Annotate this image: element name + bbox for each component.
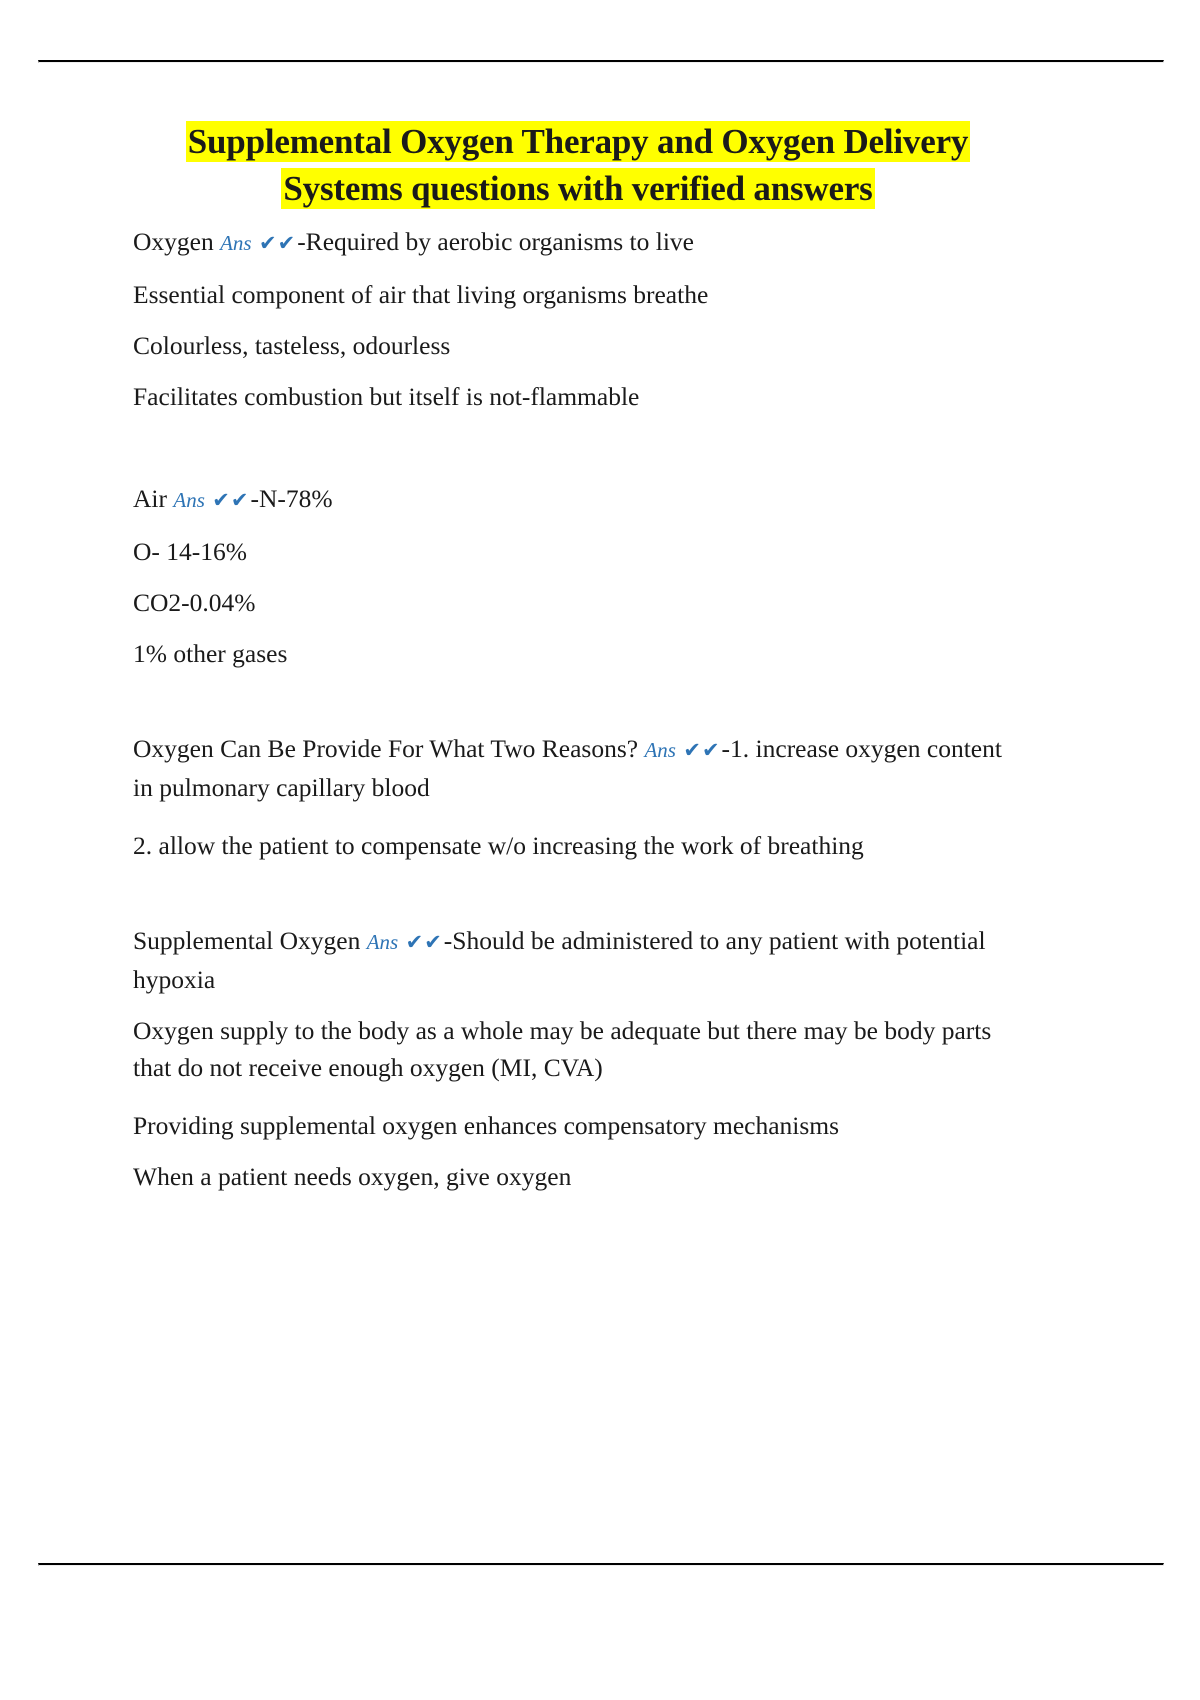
verified-check-icon: ✔✔	[212, 488, 250, 512]
qa-entry	[133, 730, 1023, 871]
qa-answer-lead: -1. increase oxygen content in pulmonary capillary blood	[133, 734, 1002, 802]
answer-label: Ans	[366, 930, 399, 954]
qa-question-line	[133, 216, 1023, 269]
qa-detail-line: 2. allow the patient to compensate w/o increasing the work of breathing	[133, 831, 864, 860]
qa-detail-line: Oxygen supply to the body as a whole may be adequate but there may be body parts that do not receive enough oxygen (MI, CVA)	[133, 1016, 992, 1082]
qa-question-line	[133, 473, 1023, 526]
section-spacer	[133, 871, 1023, 922]
qa-answer-lead: -Should be administered to any patient with potential hypoxia	[133, 926, 986, 994]
qa-answer-lead: -N-78%	[250, 484, 333, 513]
verified-check-icon: ✔✔	[683, 738, 721, 762]
page-title-line-2: Systems questions with verified answers	[283, 169, 873, 208]
qa-term: Oxygen Can Be Provide For What Two Reasons?	[133, 734, 639, 763]
document-content	[133, 118, 1023, 1202]
qa-term: Air	[133, 484, 167, 513]
qa-detail-line: When a patient needs oxygen, give oxygen	[133, 1162, 572, 1191]
page-top-rule	[38, 60, 1164, 63]
qa-question-line	[133, 922, 1023, 998]
qa-entry	[133, 473, 1023, 679]
answer-label: Ans	[220, 231, 252, 255]
qa-entry	[133, 216, 1023, 422]
qa-detail-line: Essential component of air that living organisms breathe	[133, 280, 709, 309]
qa-question-line	[133, 730, 1023, 806]
verified-check-icon: ✔✔	[258, 231, 297, 255]
qa-detail-line: CO2-0.04%	[133, 588, 256, 617]
page-title	[133, 118, 1023, 212]
qa-detail-line: O- 14-16%	[133, 537, 248, 566]
verified-check-icon: ✔✔	[405, 930, 443, 954]
qa-detail-line: 1% other gases	[133, 639, 288, 668]
qa-entry	[133, 922, 1023, 1202]
qa-detail-line: Facilitates combustion but itself is not-flammable	[133, 382, 640, 411]
page-title-line-1: Supplemental Oxygen Therapy and Oxygen Delivery	[187, 122, 969, 161]
qa-term: Oxygen	[133, 227, 214, 256]
section-spacer	[133, 679, 1023, 730]
page-bottom-rule	[38, 1563, 1164, 1566]
section-spacer	[133, 422, 1023, 473]
qa-answer-lead: -Required by aerobic organisms to live	[297, 227, 694, 256]
qa-term: Supplemental Oxygen	[133, 926, 361, 955]
qa-detail-line: Providing supplemental oxygen enhances compensatory mechanisms	[133, 1111, 840, 1140]
qa-detail-line: Colourless, tasteless, odourless	[133, 331, 451, 360]
answer-label: Ans	[173, 488, 205, 512]
answer-label: Ans	[644, 738, 676, 762]
